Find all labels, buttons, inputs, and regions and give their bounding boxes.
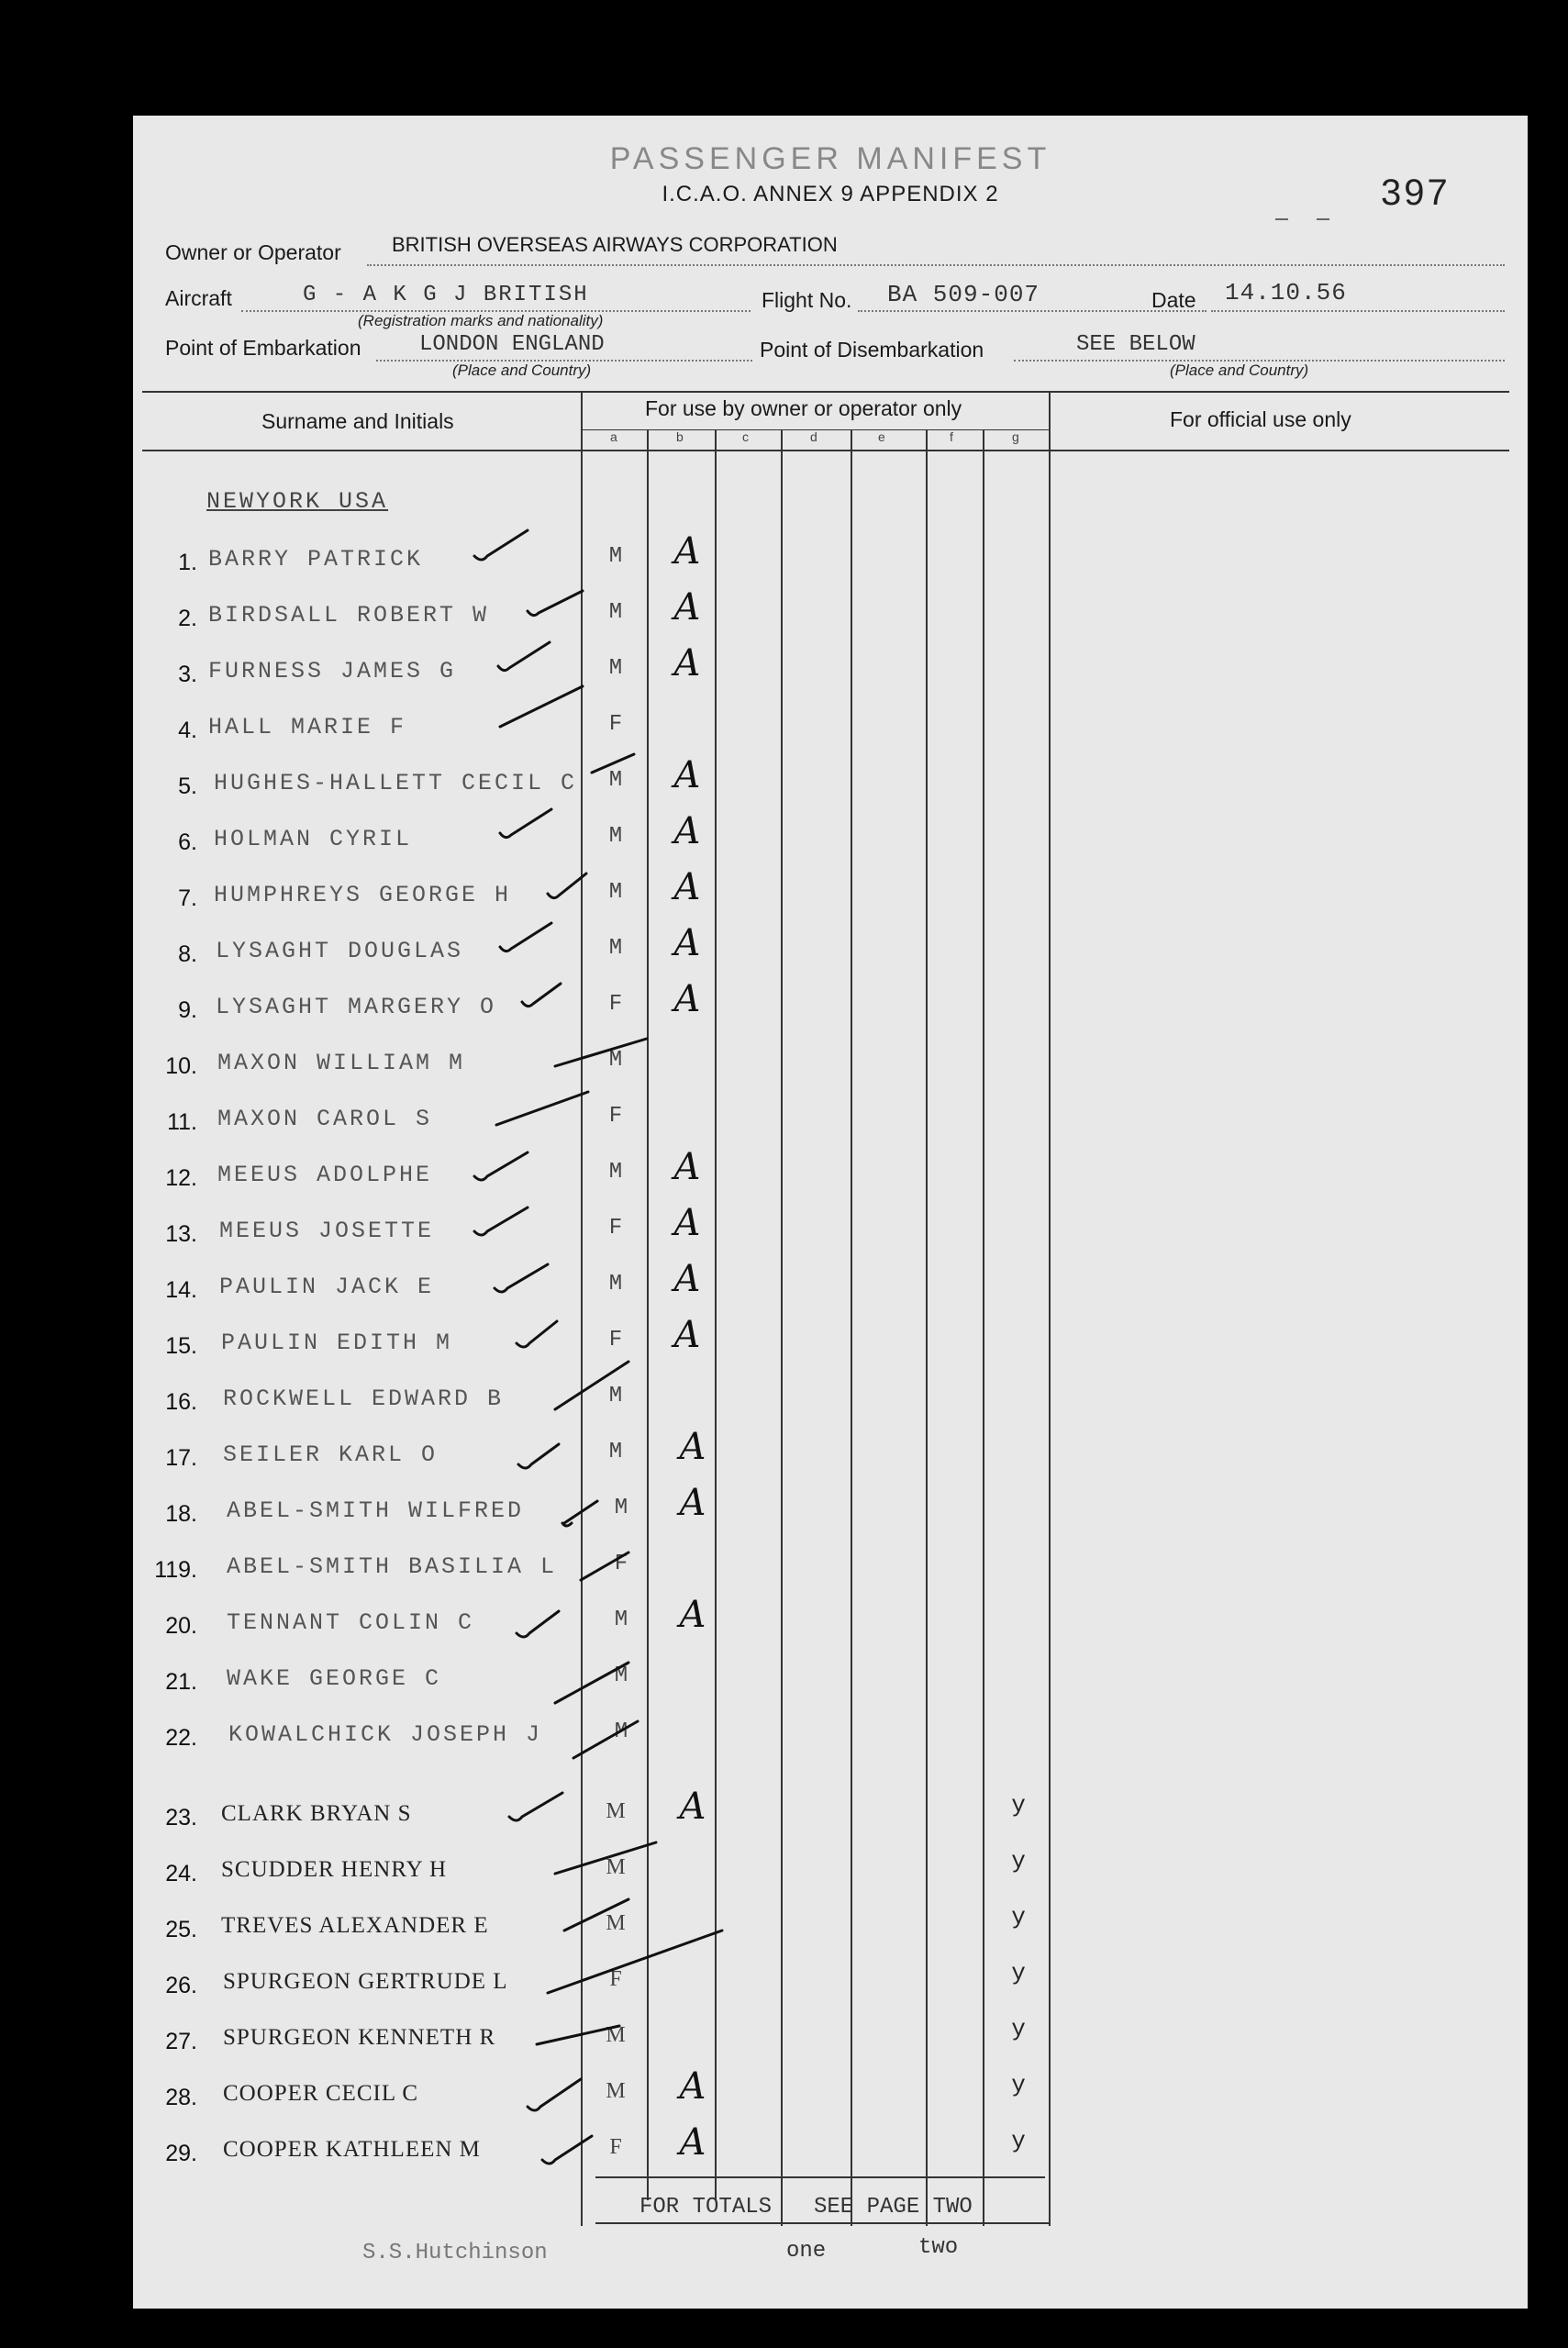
check-mark xyxy=(500,686,583,727)
check-mark xyxy=(518,1444,559,1468)
row-number: 27. xyxy=(165,2029,197,2054)
passenger-sex: F xyxy=(614,1552,628,1576)
passenger-name: HALL MARIE F xyxy=(208,714,407,740)
passenger-name: CLARK BRYAN S xyxy=(221,1801,412,1826)
column-b-mark: A xyxy=(673,1146,701,1188)
flight-value: BA 509-007 xyxy=(887,281,1040,308)
footer-signature: S.S.Hutchinson xyxy=(362,2241,548,2265)
passenger-name: PAULIN JACK E xyxy=(219,1274,435,1300)
passenger-name: BARRY PATRICK xyxy=(208,546,424,573)
embark-note: (Place and Country) xyxy=(452,362,592,379)
passenger-sex: M xyxy=(608,936,623,961)
passenger-sex: F xyxy=(609,1967,622,1991)
registration-note: (Registration marks and nationality) xyxy=(358,312,604,329)
passenger-name: LYSAGHT MARGERY O xyxy=(216,994,497,1020)
aircraft-label: Aircraft xyxy=(165,286,232,310)
table-header-rule xyxy=(142,450,1509,451)
passenger-name: TREVES ALEXANDER E xyxy=(221,1913,489,1938)
passenger-name: SCUDDER HENRY H xyxy=(221,1857,448,1882)
column-b-mark: A xyxy=(679,2065,706,2108)
column-letter-c: c xyxy=(742,429,749,444)
passenger-name: COOPER CECIL C xyxy=(223,2081,419,2106)
passenger-sex: M xyxy=(608,880,623,905)
column-letter-b: b xyxy=(676,429,684,444)
passenger-sex: M xyxy=(608,600,623,625)
row-number: 24. xyxy=(165,1861,197,1886)
footer-of-text: two xyxy=(918,2235,959,2260)
row-number: 5. xyxy=(178,773,197,799)
totals-note: SEE PAGE TWO xyxy=(814,2195,973,2220)
row-number: 12. xyxy=(165,1165,197,1191)
column-b-mark: A xyxy=(679,1482,706,1524)
passenger-sex: M xyxy=(608,544,623,569)
table-top-rule xyxy=(142,391,1509,393)
owner-label: Owner or Operator xyxy=(165,240,341,264)
column-b-mark: A xyxy=(679,1426,706,1468)
row-number: 14. xyxy=(165,1277,197,1303)
row-number: 6. xyxy=(178,829,197,855)
row-number: 23. xyxy=(165,1805,197,1831)
row-number: 10. xyxy=(165,1053,197,1079)
embark-label: Point of Embarkation xyxy=(165,336,361,360)
passenger-sex: F xyxy=(608,992,623,1017)
passenger-sex: M xyxy=(606,1911,626,1935)
row-number: 16. xyxy=(165,1389,197,1415)
column-g-mark: y xyxy=(1011,1847,1026,1875)
passenger-sex: M xyxy=(608,1440,623,1464)
passenger-name: ABEL-SMITH BASILIA L xyxy=(227,1553,558,1580)
passenger-name: ABEL-SMITH WILFRED xyxy=(227,1497,525,1524)
passenger-name: SEILER KARL O xyxy=(223,1441,439,1468)
passenger-name: MEEUS JOSETTE xyxy=(219,1218,435,1244)
page-number: 397 xyxy=(1381,172,1451,213)
official-use-column-header: For official use only xyxy=(1170,407,1351,431)
column-rule xyxy=(715,429,717,2200)
check-mark xyxy=(495,1264,548,1292)
passenger-name: MAXON WILLIAM M xyxy=(217,1050,466,1076)
column-rule xyxy=(926,429,928,2226)
passenger-name: ROCKWELL EDWARD B xyxy=(223,1385,505,1412)
totals-bottom-rule xyxy=(595,2222,1049,2224)
row-number: 11. xyxy=(167,1109,197,1135)
row-number: 4. xyxy=(178,718,197,743)
passenger-sex: M xyxy=(614,1664,628,1688)
column-b-mark: A xyxy=(673,530,701,573)
row-number: 22. xyxy=(165,1725,197,1751)
check-mark xyxy=(528,591,583,616)
row-number: 21. xyxy=(165,1669,197,1695)
column-rule xyxy=(851,429,852,2226)
title-dash xyxy=(1317,218,1329,220)
manifest-sheet xyxy=(133,116,1528,2309)
column-b-mark: A xyxy=(673,754,701,796)
disembark-label: Point of Disembarkation xyxy=(760,338,984,362)
page-title: PASSENGER MANIFEST xyxy=(609,141,1051,176)
surname-column-header: Surname and Initials xyxy=(261,409,454,433)
embark-value: LONDON ENGLAND xyxy=(419,332,605,357)
column-b-mark: A xyxy=(673,866,701,908)
passenger-name: COOPER KATHLEEN M xyxy=(223,2137,481,2162)
owner-dotted-line xyxy=(367,264,1505,266)
passenger-sex: M xyxy=(606,1855,626,1879)
destination-heading: NEWYORK USA xyxy=(206,488,389,515)
column-letter-e: e xyxy=(878,429,885,444)
column-b-mark: A xyxy=(673,922,701,964)
column-g-mark: y xyxy=(1011,1791,1026,1819)
passenger-sex: F xyxy=(609,2135,622,2159)
column-b-mark: A xyxy=(673,1258,701,1300)
passenger-sex: M xyxy=(614,1608,628,1632)
column-b-mark: A xyxy=(673,1314,701,1356)
passenger-sex: M xyxy=(608,1272,623,1296)
check-mark xyxy=(496,1092,588,1125)
check-mark xyxy=(509,1793,562,1820)
row-number: 7. xyxy=(178,885,197,911)
totals-label: FOR TOTALS xyxy=(639,2195,773,2220)
column-letter-a: a xyxy=(610,429,617,444)
column-letter-g: g xyxy=(1012,429,1019,444)
column-rule xyxy=(1049,391,1051,2226)
row-number: 13. xyxy=(165,1221,197,1247)
column-g-mark: y xyxy=(1011,2015,1026,2042)
passenger-sex: M xyxy=(608,1384,623,1408)
column-g-mark: y xyxy=(1011,2127,1026,2154)
passenger-name: HUGHES-HALLETT CECIL C xyxy=(214,770,578,796)
passenger-name: TENNANT COLIN C xyxy=(227,1609,475,1636)
passenger-name: FURNESS JAMES G xyxy=(208,658,457,684)
passenger-name: MEEUS ADOLPHE xyxy=(217,1162,433,1188)
column-b-mark: A xyxy=(673,978,701,1020)
row-number: 26. xyxy=(165,1973,197,1998)
row-number: 28. xyxy=(165,2085,197,2110)
passenger-sex: M xyxy=(614,1719,628,1744)
date-label: Date xyxy=(1151,288,1196,312)
column-b-mark: A xyxy=(679,1594,706,1636)
passenger-name: LYSAGHT DOUGLAS xyxy=(216,938,464,964)
passenger-name: SPURGEON KENNETH R xyxy=(223,2025,496,2050)
passenger-sex: F xyxy=(608,712,623,737)
passenger-sex: M xyxy=(608,768,623,793)
totals-top-rule xyxy=(595,2176,1045,2178)
disembark-value: SEE BELOW xyxy=(1076,332,1195,357)
passenger-name: WAKE GEORGE C xyxy=(227,1665,442,1692)
check-mark xyxy=(500,809,551,838)
column-b-mark: A xyxy=(679,1786,706,1828)
check-mark xyxy=(522,984,561,1007)
column-g-mark: y xyxy=(1011,1959,1026,1986)
row-number: 18. xyxy=(165,1501,197,1527)
check-mark xyxy=(548,1931,722,1993)
row-number: 20. xyxy=(165,1613,197,1639)
footer-page-text: one xyxy=(786,2239,827,2264)
row-number: 1. xyxy=(178,550,197,575)
passenger-name: HOLMAN CYRIL xyxy=(214,826,413,852)
passenger-sex: M xyxy=(606,2023,626,2047)
passenger-sex: M xyxy=(608,824,623,849)
check-mark xyxy=(517,1321,557,1347)
passenger-name: MAXON CAROL S xyxy=(217,1106,433,1132)
column-b-mark: A xyxy=(673,1202,701,1244)
passenger-name: KOWALCHICK JOSEPH J xyxy=(228,1721,543,1748)
column-b-mark: A xyxy=(673,810,701,852)
column-letter-d: d xyxy=(810,429,817,444)
column-g-mark: y xyxy=(1011,1903,1026,1931)
row-number: 25. xyxy=(165,1917,197,1942)
check-mark xyxy=(498,642,550,671)
column-b-mark: A xyxy=(679,2121,706,2164)
title-dash xyxy=(1275,218,1288,220)
check-mark xyxy=(528,2079,581,2110)
passenger-sex: M xyxy=(608,1048,623,1073)
check-mark xyxy=(474,1207,528,1235)
row-number: 3. xyxy=(178,662,197,687)
column-rule xyxy=(647,429,649,2200)
check-mark xyxy=(474,530,528,560)
passenger-sex: F xyxy=(608,1216,623,1241)
column-b-mark: A xyxy=(673,586,701,629)
aircraft-value: G - A K G J BRITISH xyxy=(303,283,589,307)
check-mark xyxy=(562,1501,597,1526)
row-number: 17. xyxy=(165,1445,197,1471)
owner-use-column-header: For use by owner or operator only xyxy=(645,396,962,420)
row-number: 8. xyxy=(178,941,197,967)
passenger-sex: M xyxy=(606,2079,626,2103)
check-mark xyxy=(500,923,551,951)
column-letter-f: f xyxy=(950,429,953,444)
check-mark xyxy=(517,1611,559,1637)
row-number: 9. xyxy=(178,997,197,1023)
row-number: 119. xyxy=(154,1557,197,1583)
passenger-sex: M xyxy=(608,1160,623,1185)
passenger-name: SPURGEON GERTRUDE L xyxy=(223,1969,508,1994)
passenger-sex: F xyxy=(608,1104,623,1129)
passenger-sex: M xyxy=(608,656,623,681)
flight-label: Flight No. xyxy=(762,288,852,312)
row-number: 2. xyxy=(178,606,197,631)
passenger-sex: F xyxy=(608,1328,623,1352)
column-rule xyxy=(581,391,583,2226)
passenger-sex: M xyxy=(606,1799,626,1823)
date-value: 14.10.56 xyxy=(1225,279,1347,306)
column-rule xyxy=(983,429,984,2226)
owner-value: BRITISH OVERSEAS AIRWAYS CORPORATION xyxy=(392,233,838,256)
column-b-mark: A xyxy=(673,642,701,684)
passenger-sex: M xyxy=(614,1496,628,1520)
passenger-name: HUMPHREYS GEORGE H xyxy=(214,882,512,908)
column-g-mark: y xyxy=(1011,2071,1026,2098)
column-rule xyxy=(781,429,783,2226)
disembark-note: (Place and Country) xyxy=(1170,362,1309,379)
passenger-name: PAULIN EDITH M xyxy=(221,1330,453,1356)
check-mark xyxy=(542,2136,592,2164)
page-subtitle: I.C.A.O. ANNEX 9 APPENDIX 2 xyxy=(662,182,999,206)
check-mark xyxy=(474,1152,528,1180)
row-number: 15. xyxy=(165,1333,197,1359)
passenger-name: BIRDSALL ROBERT W xyxy=(208,602,490,629)
row-number: 29. xyxy=(165,2141,197,2166)
date-dotted-line xyxy=(1211,310,1505,312)
